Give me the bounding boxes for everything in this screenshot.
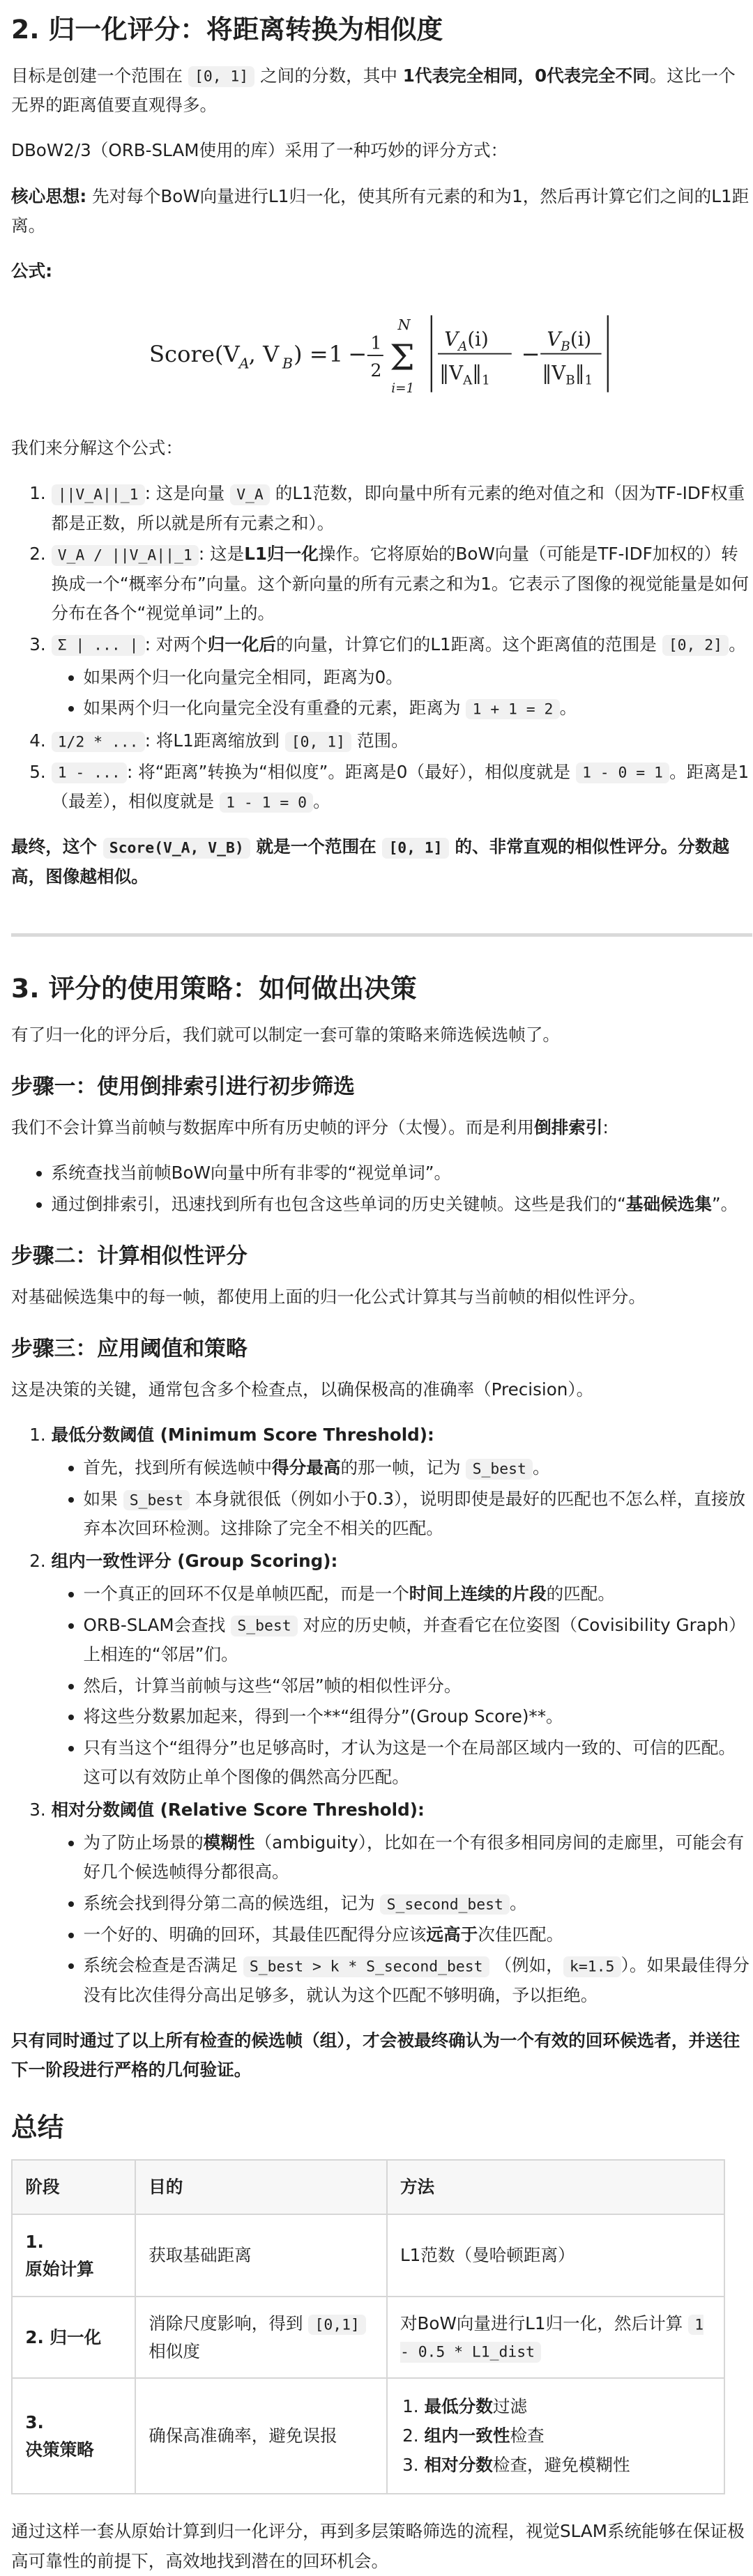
table-row	[12, 2378, 724, 2494]
inline-code: V_A / ||V_A||_1	[52, 545, 199, 566]
formula-sub-a: A	[238, 354, 250, 371]
column-header: 目的	[135, 2160, 387, 2214]
breakdown-intro: 我们来分解这个公式：	[11, 438, 183, 459]
sub-list-item	[84, 1453, 752, 1482]
bold-text: L1归一化	[244, 544, 319, 565]
bold-text: 2. 归一化	[25, 2326, 102, 2347]
summary-title: 总结	[11, 2112, 64, 2143]
list-item	[52, 630, 752, 723]
svg-text:Σ: Σ	[389, 337, 415, 378]
text: 。	[313, 791, 330, 812]
content	[11, 13, 752, 2576]
bold-text: 最终，这个	[11, 836, 103, 857]
inline-code: [0,1]	[308, 2315, 366, 2336]
step-3-list	[11, 1420, 752, 2010]
bold-text: 相对分数阈值 (Relative Score Threshold):	[51, 1800, 425, 1820]
sub-list-item	[84, 1889, 752, 1918]
text: 消除尺度影响，得到	[149, 2313, 309, 2334]
table-cell: L1范数（曼哈顿距离）	[387, 2214, 724, 2297]
sub-list	[52, 1453, 752, 1543]
text: 一个真正的回环不仅是单帧匹配，而是一个	[83, 1584, 409, 1604]
text: : 这是向量	[144, 483, 230, 504]
sub-list	[52, 663, 752, 723]
text: 。这比一个无界的距离值要直观得多。	[11, 65, 736, 116]
text: 相似度	[149, 2340, 200, 2361]
text: 先对每个BoW向量进行L1归一化，使其所有元素的和为1，然后再计算它们之间的L1距离。	[11, 185, 750, 236]
text: 我们不会计算当前帧与数据库中所有历史帧的评分（太慢）。而是利用	[11, 1117, 535, 1138]
list-item	[52, 758, 752, 817]
svg-text:−: −	[521, 340, 540, 367]
text: 对BoW向量进行L1归一化，然后计算	[400, 2313, 689, 2334]
bold-text: 1.	[25, 2231, 44, 2252]
text: 的匹配。	[546, 1584, 615, 1604]
formula-upper-n: N	[397, 316, 411, 333]
inline-code: Score(V_A, V_B)	[103, 838, 250, 859]
final-paragraph	[11, 2026, 752, 2085]
sub-list-item	[84, 1611, 752, 1670]
formula-graphic	[149, 302, 614, 408]
text: :	[602, 1117, 609, 1138]
step-3-paragraph: 这是决策的关键，通常包含多个检查点，以确保极高的准确率（Precision）。	[11, 1379, 594, 1400]
bold-text: 基础候选集	[625, 1194, 712, 1215]
section-3-intro: 有了归一化的评分后，我们就可以制定一套可靠的策略来筛选候选帧了。	[11, 1025, 561, 1045]
step-1-list	[11, 1158, 752, 1219]
text: 目标是创建一个范围在	[11, 65, 188, 86]
list-item	[424, 2451, 710, 2480]
bold-text: 的、非常直观的相似性评分。分数越高，图像越相似。	[11, 836, 729, 887]
text: 一个好的、明确的回环，其最佳匹配得分应该	[83, 1924, 427, 1945]
inline-code: Σ | ... |	[52, 635, 145, 656]
inline-code: S_best	[466, 1459, 533, 1480]
column-header: 阶段	[12, 2160, 135, 2214]
bold-text: 模糊性	[203, 1832, 255, 1853]
section-divider	[11, 933, 752, 937]
summary-table	[11, 2159, 725, 2494]
text: 。	[533, 1457, 550, 1478]
text: 。	[729, 634, 746, 654]
conclusion-paragraph	[11, 832, 752, 891]
inline-code: S_best > k * S_second_best	[243, 1956, 489, 1977]
inline-code: 1 - 0.5 * L1_dist	[400, 2315, 703, 2363]
text: 过滤	[492, 2395, 528, 2416]
text: 本身就很低（例如小于0.3），说明即使是最好的匹配也不怎么样，直接放弃本次回环检测。这排除了完全不相关的匹配。	[83, 1488, 746, 1539]
bold-text: 1代表完全相同，0代表完全不同	[402, 65, 650, 86]
sub-list-item	[84, 1920, 752, 1949]
svg-text:VA(i): $V_A(i)$	[443, 327, 489, 354]
text: 如果两个归一化向量完全没有重叠的元素，距离为	[83, 698, 466, 719]
goal-paragraph	[11, 61, 752, 121]
svg-text:−: −	[347, 340, 367, 367]
inline-code: [0, 1]	[188, 66, 255, 87]
text: 。	[510, 1892, 527, 1913]
inline-code: [0, 2]	[662, 635, 729, 656]
step-2-title: 步骤二：计算相似性评分	[11, 1243, 248, 1268]
column-header: 方法	[387, 2160, 724, 2214]
bold-text: 只有同时通过了以上所有检查的候选帧（组），才会被最终确认为一个有效的回环候选者，并送往下一阶段进行严格的几何验证。	[11, 2030, 740, 2080]
text: 的向量，计算它们的L1距离。这个距离值的范围是	[275, 634, 662, 654]
formula-score: Score(V	[149, 340, 240, 367]
text: 范围。	[351, 730, 409, 751]
text: ORB-SLAM会查找	[83, 1614, 231, 1635]
text: 。距离是1（最差），相似度就是	[51, 761, 750, 812]
sub-list-item	[84, 693, 752, 723]
list-item	[52, 1420, 752, 1543]
bold-text: 时间上连续的片段	[409, 1584, 547, 1604]
bold-text: 决策策略	[25, 2439, 94, 2460]
formula-breakdown-list	[11, 479, 752, 816]
list-item	[52, 479, 752, 538]
text: 首先，找到所有候选帧中	[83, 1457, 273, 1478]
score-formula	[11, 302, 752, 415]
inline-code: 1 - 0 = 1	[576, 762, 669, 783]
step-1-paragraph	[11, 1113, 752, 1142]
table-header-row	[12, 2160, 724, 2214]
inline-code: 1/2 * ...	[52, 732, 145, 753]
text: 次佳匹配。	[478, 1924, 564, 1945]
bold-text: 就是一个范围在	[250, 836, 383, 857]
step-3-title: 步骤三：应用阈值和策略	[11, 1335, 248, 1361]
text: 如果	[83, 1488, 123, 1509]
sub-list-item	[84, 1733, 752, 1793]
text: 。	[559, 698, 577, 719]
bold-label: 公式:	[11, 261, 53, 282]
formula-one: 1	[328, 340, 343, 367]
bold-text: 远高于	[426, 1924, 478, 1945]
text: 通过倒排索引，迅速找到所有也包含这些单词的历史关键帧。这些是我们的“	[51, 1194, 626, 1215]
text: ）。如果最佳得分没有比次佳得分高出足够多，就认为这个匹配不够明确，予以拒绝。	[83, 1955, 750, 2005]
bold-text: 最低分数	[424, 2395, 493, 2416]
text: 只有当这个“组得分”也足够高时，才认为这是一个在局部区域内一致的、可信的匹配。这可以有效防止单个图像的偶然高分匹配。	[83, 1737, 736, 1788]
method-list	[400, 2392, 710, 2481]
list-item	[424, 2392, 710, 2421]
text: : 这是	[198, 544, 245, 565]
text: 的那一帧，记为	[340, 1457, 466, 1478]
table-cell	[12, 2297, 135, 2379]
inline-code: S_best	[123, 1490, 190, 1511]
table-cell	[12, 2214, 135, 2297]
bold-text: 得分最高	[272, 1457, 341, 1478]
dbow-paragraph: DBoW2/3（ORB-SLAM使用的库）采用了一种巧妙的评分方式：	[11, 140, 508, 161]
list-item	[424, 2421, 710, 2451]
inline-code: V_A	[230, 484, 270, 505]
bold-text: 最低分数阈值 (Minimum Score Threshold):	[51, 1425, 434, 1446]
formula-label	[11, 256, 752, 286]
inline-code: [0, 1]	[285, 732, 352, 753]
text: （ambiguity），比如在一个有很多相同房间的走廊里，可能会有好几个候选帧得分都很高。	[83, 1832, 745, 1883]
sub-list	[52, 1828, 752, 2010]
section-3-title: 3. 评分的使用策略：如何做出决策	[11, 973, 417, 1004]
sub-list-item	[84, 1485, 752, 1544]
inline-code: 1 - ...	[52, 762, 127, 783]
formula-sub-b: B	[282, 354, 293, 371]
sub-list-item	[84, 1951, 752, 2010]
svg-text:Score(V	[149, 341, 240, 367]
bold-text: 相对分数	[424, 2455, 493, 2476]
text: 系统会检查是否满足	[83, 1955, 243, 1976]
core-idea-paragraph	[11, 182, 752, 241]
table-row	[12, 2297, 724, 2379]
svg-text:, V: , V	[248, 340, 280, 367]
table-cell	[12, 2378, 135, 2494]
sub-list-item	[84, 663, 752, 692]
text: 系统会找到得分第二高的候选组，记为	[83, 1892, 381, 1913]
sub-list-item	[84, 1828, 752, 1887]
table-cell: 确保高准确率，避免误报	[135, 2378, 387, 2494]
step-1-title: 步骤一：使用倒排索引进行初步筛选	[11, 1073, 355, 1099]
closing-paragraph: 通过这样一套从原始计算到归一化评分，再到多层策略筛选的流程，视觉SLAM系统能够在保证极高可靠性的前提下，高效地找到潜在的回环机会。	[11, 2521, 745, 2571]
text: 之间的分数，其中	[254, 65, 403, 86]
list-item	[52, 1158, 752, 1188]
inline-code: k=1.5	[563, 1956, 621, 1977]
sub-list	[52, 1579, 752, 1792]
text: 系统查找当前帧BoW向量中所有非零的“视觉单词”。	[51, 1163, 452, 1183]
bold-text: 归一化后	[207, 634, 276, 654]
sub-list-item	[84, 1671, 752, 1701]
svg-text:‖VA‖1: $‖V_A‖_1$	[439, 361, 490, 388]
step-2-paragraph: 对基础候选集中的每一帧，都使用上面的归一化公式计算其与当前帧的相似性评分。	[11, 1287, 646, 1308]
inline-code: S_second_best	[380, 1894, 510, 1915]
table-cell	[135, 2297, 387, 2379]
text: : 将L1距离缩放到	[144, 730, 285, 751]
sub-list-item	[84, 1579, 752, 1609]
sub-list-item	[84, 1702, 752, 1731]
inline-code: [0, 1]	[382, 838, 449, 859]
svg-text:) =: ) =	[293, 340, 328, 367]
bold-text: 组内一致性	[424, 2425, 510, 2446]
text: 操作。它将原始的BoW向量（可能是TF-IDF加权的）转换成一个“概率分布”向量。这个新向量的所有元素之和为1。它表示了图像的视觉能量是如何分布在各个“视觉单词”上的。	[51, 544, 749, 624]
table-row	[12, 2214, 724, 2297]
inline-code: S_best	[231, 1616, 298, 1636]
inline-code: 1 - 1 = 0	[220, 792, 313, 813]
bold-text: 倒排索引	[534, 1117, 603, 1138]
table-cell: 获取基础距离	[135, 2214, 387, 2297]
text: 检查	[510, 2425, 545, 2446]
text: 然后，计算当前帧与这些“邻居”帧的相似性评分。	[83, 1675, 462, 1696]
svg-text:VB(i): $V_B(i)$	[547, 327, 591, 354]
list-item	[52, 1190, 752, 1219]
formula-index: i=1	[391, 381, 415, 396]
formula-half-num: 1	[370, 332, 382, 353]
svg-text:‖VB‖1: $‖V_B‖_1$	[542, 361, 593, 388]
text: 检查，避免模糊性	[492, 2455, 630, 2476]
bold-text: 3.	[25, 2412, 44, 2432]
list-item	[52, 726, 752, 756]
section-2-title: 2. 归一化评分：将距离转换为相似度	[11, 14, 443, 45]
text: 对应的历史帧，并查看它在位姿图（Covisibility Graph）上相连的“邻居”们。	[83, 1614, 746, 1664]
text: 如果两个归一化向量完全相同，距离为0。	[83, 666, 403, 687]
list-item	[52, 1547, 752, 1792]
text: : 对两个	[144, 634, 208, 654]
text: 为了防止场景的	[83, 1832, 204, 1853]
text: （例如，	[489, 1955, 563, 1976]
bold-text: 原始计算	[25, 2258, 94, 2279]
formula-half-den: 2	[370, 360, 382, 381]
inline-code: ||V_A||_1	[52, 484, 145, 505]
table-cell	[387, 2297, 724, 2379]
text: 将这些分数累加起来，得到一个**“组得分”(Group Score)**。	[83, 1706, 563, 1727]
bold-label: 核心思想:	[11, 185, 87, 206]
bold-text: 组内一致性评分 (Group Scoring):	[51, 1551, 338, 1572]
table-cell	[387, 2378, 724, 2494]
text: ”。	[711, 1194, 738, 1215]
list-item	[52, 539, 752, 628]
text: 的L1范数，即向量中所有元素的绝对值之和（因为TF-IDF权重都是正数，所以就是所有元素之和）。	[51, 483, 745, 533]
list-item	[52, 1795, 752, 2010]
text: : 将“距离”转换为“相似度”。距离是0（最好），相似度就是	[126, 761, 576, 782]
inline-code: 1 + 1 = 2	[466, 699, 559, 720]
